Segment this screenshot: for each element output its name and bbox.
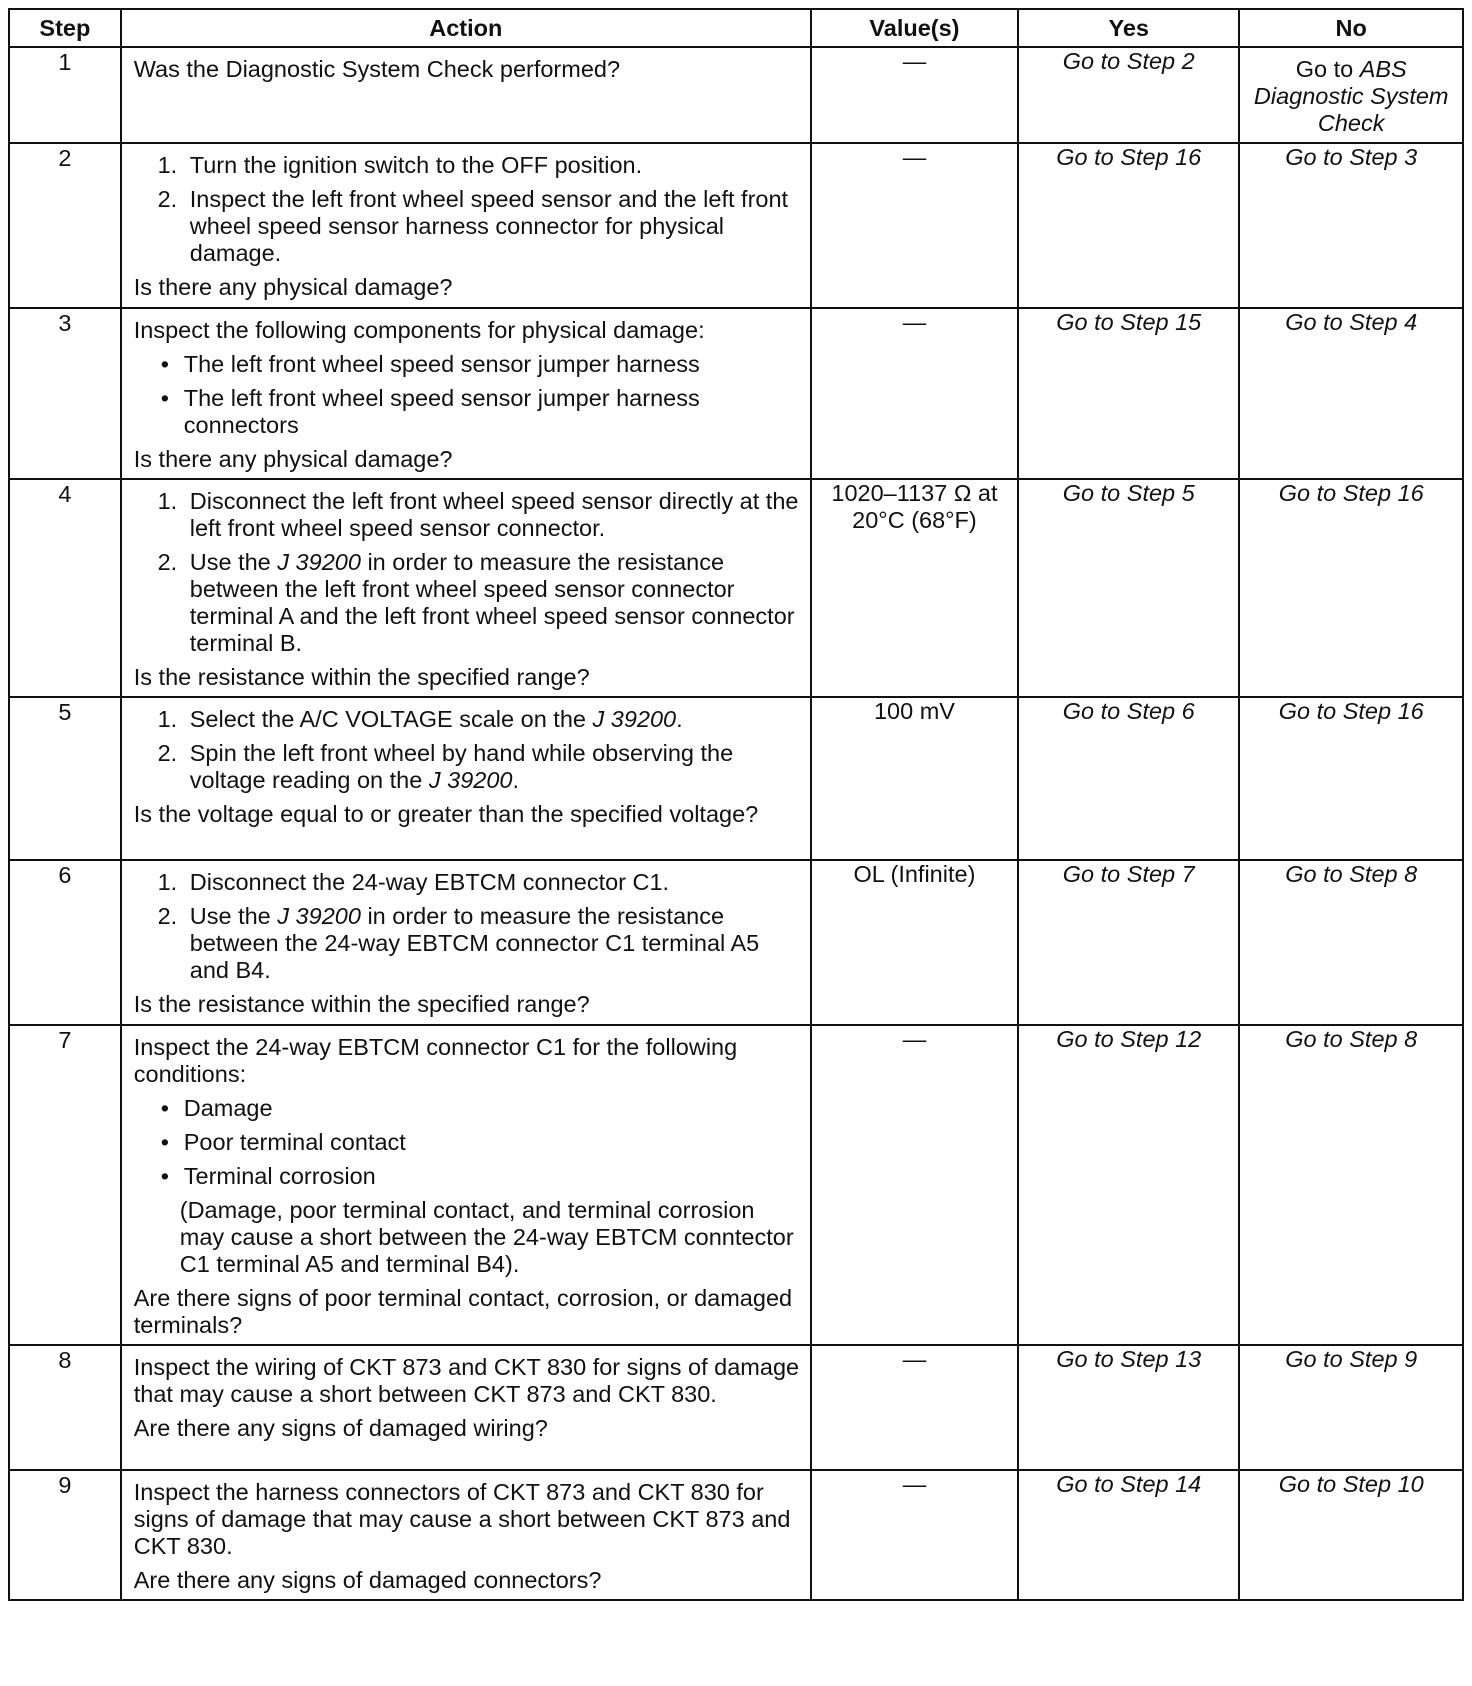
action-cell	[121, 308, 811, 479]
table-row	[9, 860, 1463, 1025]
no-cell: Go to Step 8	[1239, 860, 1463, 1025]
action-cell	[121, 143, 811, 308]
action-intro: Inspect the following components for physical damage:	[133, 317, 705, 343]
action-step-item	[184, 549, 802, 657]
tool-reference: J 39200	[428, 767, 513, 793]
item-text: in order to measure the resistance between the left front wheel speed sensor connector terminal A and the left front wheel speed sensor connector terminal B.	[189, 549, 795, 656]
action-steps	[134, 488, 802, 657]
header-yes: Yes	[1018, 9, 1239, 47]
action-cell	[121, 1345, 811, 1470]
step-number: 7	[9, 1025, 121, 1345]
no-cell: Go to Step 3	[1239, 143, 1463, 308]
table-row	[9, 308, 1463, 479]
item-text: Spin the left front wheel by hand while observing the voltage reading on the	[189, 740, 734, 793]
yes-cell: Go to Step 14	[1018, 1470, 1239, 1600]
action-step-item: 1. Disconnect the left front wheel speed sensor directly at the left front wheel speed sensor connector.	[184, 488, 802, 542]
header-no: No	[1239, 9, 1463, 47]
table-row	[9, 143, 1463, 308]
no-cell: Go to Step 4	[1239, 308, 1463, 479]
step-number: 8	[9, 1345, 121, 1470]
yes-cell: Go to Step 16	[1018, 143, 1239, 308]
action-steps	[134, 869, 802, 984]
item-text: Use the	[189, 903, 271, 929]
action-cell	[121, 860, 811, 1025]
table-row	[9, 1025, 1463, 1345]
action-question: Is the resistance within the specified range?	[133, 664, 590, 690]
action-question: Are there signs of poor terminal contact, corrosion, or damaged terminals?	[133, 1285, 793, 1338]
header-step: Step	[9, 9, 121, 47]
no-cell	[1239, 47, 1463, 143]
action-step-item: 1. Disconnect the 24-way EBTCM connector C1.	[184, 869, 802, 896]
no-cell: Go to Step 10	[1239, 1470, 1463, 1600]
action-question: Is there any physical damage?	[133, 446, 453, 472]
action-intro: Inspect the harness connectors of CKT 873 and CKT 830 for signs of damage that may cause a short between CKT 873 and CKT 830.	[133, 1479, 791, 1559]
yes-cell: Go to Step 13	[1018, 1345, 1239, 1470]
no-reference: ABS Diagnostic System Check	[1253, 56, 1449, 136]
action-bullets	[134, 1095, 802, 1190]
action-question: Is there any physical damage?	[133, 274, 453, 300]
action-question: Are there any signs of damaged connectors?	[133, 1567, 602, 1593]
yes-cell: Go to Step 2	[1018, 47, 1239, 143]
action-bullet: • Damage	[184, 1095, 802, 1122]
table-row	[9, 1470, 1463, 1600]
table-row	[9, 1345, 1463, 1470]
action-steps	[134, 152, 802, 267]
value-cell: —	[811, 308, 1018, 479]
value-cell: 100 mV	[811, 697, 1018, 860]
no-cell: Go to Step 16	[1239, 697, 1463, 860]
action-note: (Damage, poor terminal contact, and terminal corrosion may cause a short between the 24-way EBTCM conntector C1 terminal A5 and terminal B4).	[179, 1197, 794, 1277]
table-row	[9, 479, 1463, 697]
no-cell: Go to Step 9	[1239, 1345, 1463, 1470]
step-number: 3	[9, 308, 121, 479]
yes-cell: Go to Step 15	[1018, 308, 1239, 479]
value-cell: —	[811, 1470, 1018, 1600]
header-values: Value(s)	[811, 9, 1018, 47]
action-step-item: 2. Inspect the left front wheel speed sensor and the left front wheel speed sensor harness connector for physical damage.	[184, 186, 802, 267]
value-cell: —	[811, 47, 1018, 143]
tool-reference: J 39200	[277, 549, 361, 575]
action-bullets	[134, 351, 802, 439]
action-step-item	[184, 740, 802, 794]
item-text: in order to measure the resistance between the 24-way EBTCM connector C1 terminal A5 and B4.	[189, 903, 760, 983]
item-text: Use the	[189, 549, 271, 575]
step-number: 1	[9, 47, 121, 143]
step-number: 6	[9, 860, 121, 1025]
table-row	[9, 47, 1463, 143]
no-cell: Go to Step 8	[1239, 1025, 1463, 1345]
action-question: Was the Diagnostic System Check performed?	[133, 56, 621, 82]
tool-reference: J 39200	[277, 903, 361, 929]
item-text: Select the A/C VOLTAGE scale on the	[189, 706, 586, 732]
action-cell	[121, 697, 811, 860]
step-number: 2	[9, 143, 121, 308]
value-cell: —	[811, 1345, 1018, 1470]
action-bullet: • The left front wheel speed sensor jumper harness connectors	[184, 385, 802, 439]
no-prefix: Go to	[1295, 56, 1354, 82]
action-bullet: • Poor terminal contact	[184, 1129, 802, 1156]
yes-cell: Go to Step 12	[1018, 1025, 1239, 1345]
action-question: Are there any signs of damaged wiring?	[133, 1415, 548, 1441]
action-cell	[121, 47, 811, 143]
action-cell	[121, 479, 811, 697]
action-question: Is the voltage equal to or greater than the specified voltage?	[133, 801, 759, 827]
value-cell: —	[811, 1025, 1018, 1345]
step-number: 5	[9, 697, 121, 860]
step-number: 4	[9, 479, 121, 697]
action-intro: Inspect the wiring of CKT 873 and CKT 830 for signs of damage that may cause a short between CKT 873 and CKT 830.	[133, 1354, 800, 1407]
table-row	[9, 697, 1463, 860]
action-bullet: • Terminal corrosion	[184, 1163, 802, 1190]
action-cell	[121, 1025, 811, 1345]
action-cell	[121, 1470, 811, 1600]
tool-reference: J 39200	[592, 706, 677, 732]
item-text: .	[512, 767, 520, 793]
header-action: Action	[121, 9, 811, 47]
yes-cell: Go to Step 6	[1018, 697, 1239, 860]
no-cell: Go to Step 16	[1239, 479, 1463, 697]
action-question: Is the resistance within the specified range?	[133, 991, 590, 1017]
yes-cell: Go to Step 5	[1018, 479, 1239, 697]
action-bullet: • The left front wheel speed sensor jumper harness	[184, 351, 802, 378]
value-cell: —	[811, 143, 1018, 308]
action-step-item	[184, 706, 802, 733]
value-cell: OL (Infinite)	[811, 860, 1018, 1025]
action-step-item: 1. Turn the ignition switch to the OFF position.	[184, 152, 802, 179]
action-step-item	[184, 903, 802, 984]
yes-cell: Go to Step 7	[1018, 860, 1239, 1025]
action-steps	[134, 706, 802, 794]
step-number: 9	[9, 1470, 121, 1600]
diagnostic-table	[8, 8, 1464, 1601]
action-intro: Inspect the 24-way EBTCM connector C1 for the following conditions:	[133, 1034, 738, 1087]
header-row	[9, 9, 1463, 47]
value-cell: 1020–1137 Ω at 20°C (68°F)	[811, 479, 1018, 697]
item-text: .	[676, 706, 683, 732]
